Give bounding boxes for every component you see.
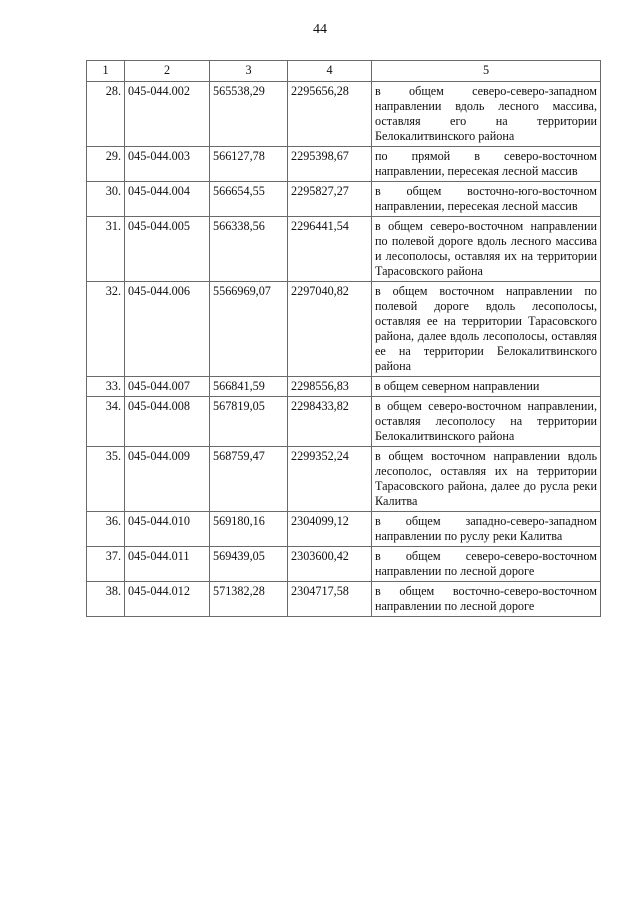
table-row: [87, 377, 601, 397]
x-coordinate: 566654,55: [210, 182, 288, 217]
boundary-description: в общем восточном направлении по полевой дороге вдоль лесополосы, оставляя ее на территории Тарасовского района, далее вдоль лесополосы, оставляя ее на территории Белокалитвинского района: [372, 282, 601, 377]
boundary-description: в общем северо-северо-западном направлении вдоль лесного массива, оставляя его на территории Белокалитвинского района: [372, 82, 601, 147]
boundary-description: в общем восточно-северо-восточном направлении по лесной дороге: [372, 582, 601, 617]
row-number: 35.: [87, 447, 125, 512]
x-coordinate: 569180,16: [210, 512, 288, 547]
point-code: 045-044.009: [125, 447, 210, 512]
y-coordinate: 2296441,54: [288, 217, 372, 282]
x-coordinate: 571382,28: [210, 582, 288, 617]
table-body: [87, 82, 601, 617]
point-code: 045-044.008: [125, 397, 210, 447]
row-number: 38.: [87, 582, 125, 617]
boundary-description: в общем северо-северо-восточном направлении по лесной дороге: [372, 547, 601, 582]
point-code: 045-044.011: [125, 547, 210, 582]
row-number: 37.: [87, 547, 125, 582]
y-coordinate: 2304099,12: [288, 512, 372, 547]
column-header: 3: [210, 61, 288, 82]
table-row: [87, 397, 601, 447]
boundary-description: в общем западно-северо-западном направлении по руслу реки Калитва: [372, 512, 601, 547]
x-coordinate: 568759,47: [210, 447, 288, 512]
y-coordinate: 2304717,58: [288, 582, 372, 617]
table-row: [87, 147, 601, 182]
x-coordinate: 566338,56: [210, 217, 288, 282]
y-coordinate: 2295827,27: [288, 182, 372, 217]
x-coordinate: 565538,29: [210, 82, 288, 147]
point-code: 045-044.003: [125, 147, 210, 182]
y-coordinate: 2295398,67: [288, 147, 372, 182]
point-code: 045-044.012: [125, 582, 210, 617]
boundary-description: по прямой в северо-восточном направлении, пересекая лесной массив: [372, 147, 601, 182]
boundary-description: в общем восточном направлении вдоль лесополос, оставляя их на территории Тарасовского района, далее до русла реки Калитва: [372, 447, 601, 512]
row-number: 32.: [87, 282, 125, 377]
y-coordinate: 2303600,42: [288, 547, 372, 582]
table-row: [87, 82, 601, 147]
row-number: 33.: [87, 377, 125, 397]
table-row: [87, 512, 601, 547]
point-code: 045-044.004: [125, 182, 210, 217]
y-coordinate: 2297040,82: [288, 282, 372, 377]
row-number: 34.: [87, 397, 125, 447]
table-row: [87, 217, 601, 282]
y-coordinate: 2299352,24: [288, 447, 372, 512]
x-coordinate: 566841,59: [210, 377, 288, 397]
table-row: [87, 582, 601, 617]
point-code: 045-044.006: [125, 282, 210, 377]
column-header: 5: [372, 61, 601, 82]
page-number: 44: [313, 22, 327, 37]
point-code: 045-044.005: [125, 217, 210, 282]
table-row: [87, 547, 601, 582]
table-row: [87, 282, 601, 377]
table-header-row: [87, 61, 601, 82]
y-coordinate: 2298556,83: [288, 377, 372, 397]
point-code: 045-044.007: [125, 377, 210, 397]
table-row: [87, 447, 601, 512]
row-number: 36.: [87, 512, 125, 547]
row-number: 30.: [87, 182, 125, 217]
column-header: 2: [125, 61, 210, 82]
column-header: 1: [87, 61, 125, 82]
x-coordinate: 569439,05: [210, 547, 288, 582]
column-header: 4: [288, 61, 372, 82]
boundary-description: в общем восточно-юго-восточном направлении, пересекая лесной массив: [372, 182, 601, 217]
table-row: [87, 182, 601, 217]
row-number: 28.: [87, 82, 125, 147]
point-code: 045-044.002: [125, 82, 210, 147]
boundary-description: в общем северном направлении: [372, 377, 601, 397]
row-number: 29.: [87, 147, 125, 182]
boundary-description: в общем северо-восточном направлении по полевой дороге вдоль лесного массива и лесополосы, оставляя их на территории Тарасовского района: [372, 217, 601, 282]
row-number: 31.: [87, 217, 125, 282]
point-code: 045-044.010: [125, 512, 210, 547]
y-coordinate: 2298433,82: [288, 397, 372, 447]
y-coordinate: 2295656,28: [288, 82, 372, 147]
boundary-points-table: [86, 60, 601, 617]
x-coordinate: 566127,78: [210, 147, 288, 182]
x-coordinate: 5566969,07: [210, 282, 288, 377]
boundary-description: в общем северо-восточном направлении, оставляя лесополосу на территории Белокалитвинского района: [372, 397, 601, 447]
x-coordinate: 567819,05: [210, 397, 288, 447]
